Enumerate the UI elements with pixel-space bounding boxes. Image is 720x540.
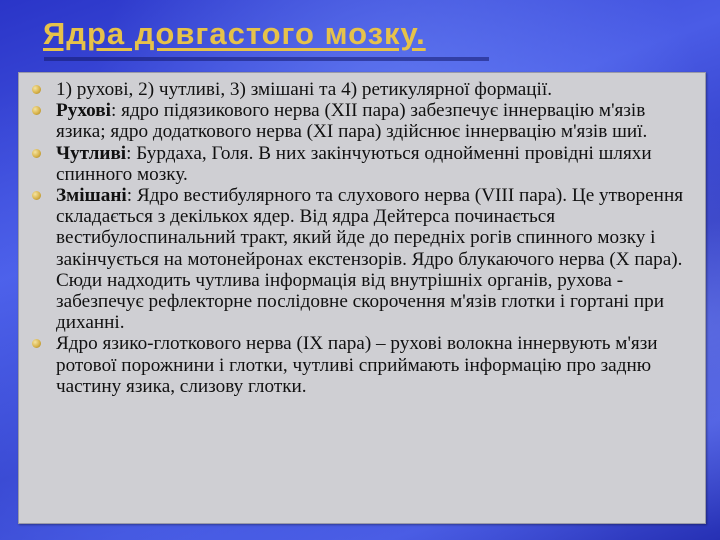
bullet-text: : Бурдаха, Голя. В них закінчуються однойменні провідні шляхи спинного мозку. (56, 142, 652, 185)
bullet-term: Чутливі (56, 142, 127, 164)
bullet-text: : Ядро вестибулярного та слухового нерва (VIII пара). Це утворення складається з декількох ядер. Від ядра Дейтерса починається вестибулоспинальний тракт, який йде до передніх рогів спинного мозку і закінчується на мотонейронах екстензорів. Ядро блукаючого нерва (X пара). Сюди надходить чутлива інформація від внутрішніх органів, рухова - забезпечує рефлекторне послідовне скорочення м'язів глотки і гортані при диханні. (56, 185, 684, 334)
bullet-term: Змішані (56, 185, 127, 207)
bullet-item (23, 79, 699, 100)
content-box (18, 72, 706, 524)
bullet-text: 1) рухові, 2) чутливі, 3) змішані та 4) ретикулярної формації. (56, 79, 553, 100)
bullet-item (23, 143, 699, 185)
bullet-item (23, 185, 699, 333)
bullet-dot-icon (32, 149, 41, 158)
bullet-item (23, 100, 699, 142)
bullet-dot-icon (32, 191, 41, 200)
bullet-dot-icon (32, 339, 41, 348)
bullet-list (19, 73, 705, 397)
bullet-text: : ядро підязикового нерва (XII пара) забезпечує іннервацію м'язів язика; ядро додаткового нерва (XI пара) здійснює іннервацію м'язів шиї. (56, 100, 648, 143)
bullet-term: Рухові (56, 100, 111, 122)
bullet-text: Ядро язико-глоткового нерва (IX пара) – рухові волокна іннервують м'язи ротової порожнини і глотки, чутливі сприймають інформацію про задню частину язика, слизову глотки. (56, 333, 658, 397)
slide-title: Ядра довгастого мозку. (43, 16, 426, 51)
bullet-dot-icon (32, 106, 41, 115)
bullet-dot-icon (32, 85, 41, 94)
bullet-item (23, 333, 699, 397)
title-underline-shadow (44, 57, 489, 61)
